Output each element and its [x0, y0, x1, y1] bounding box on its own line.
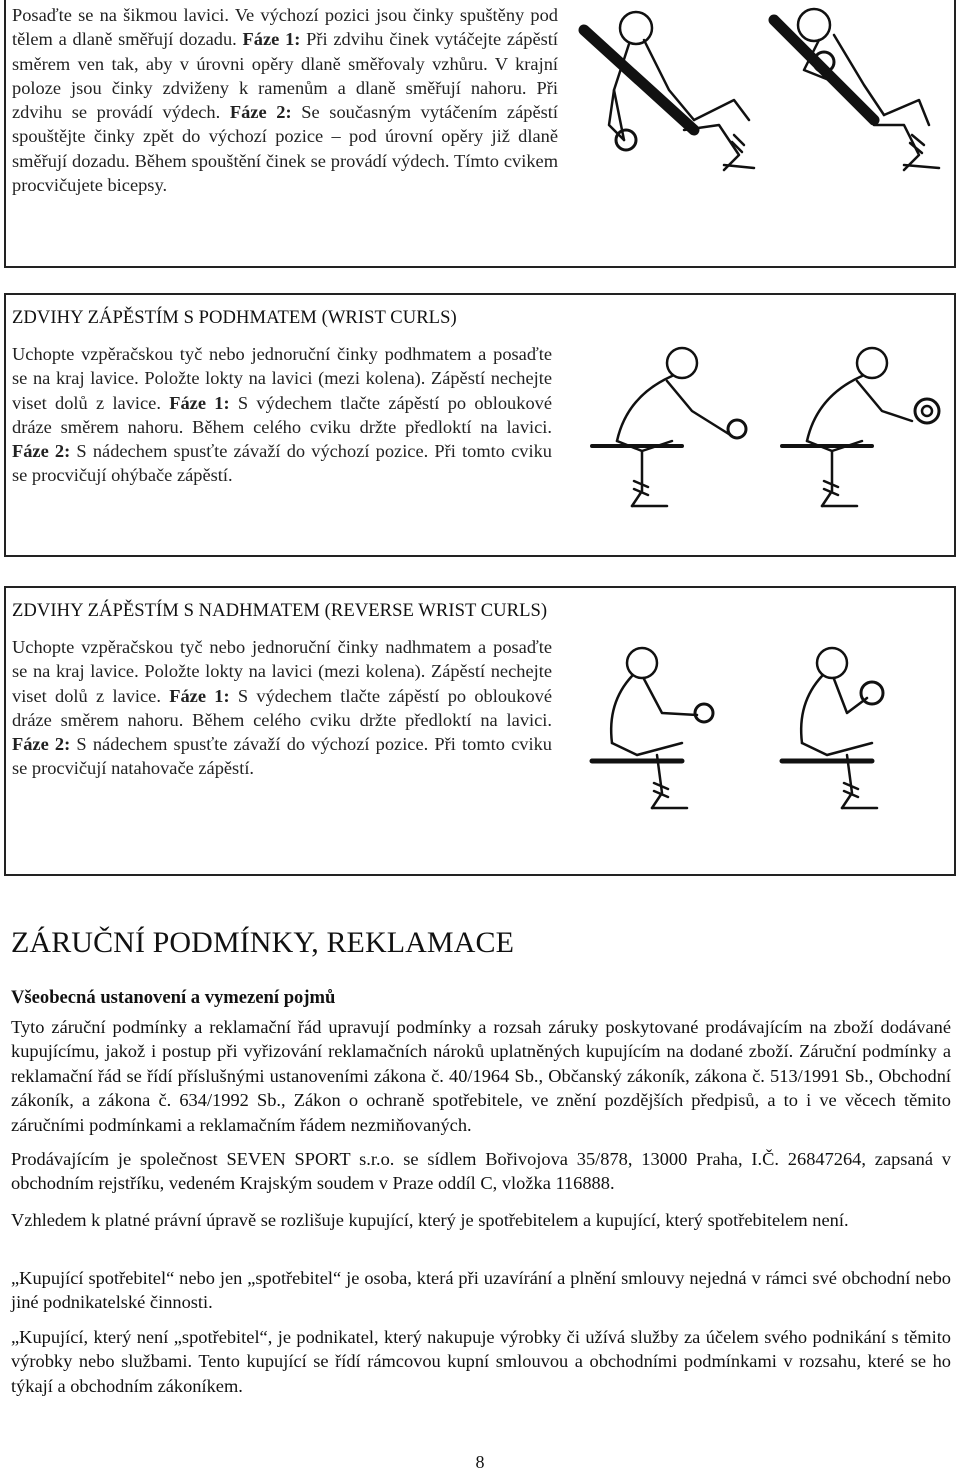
text-run: S výdechem tlačte zápěstí po obloukové dráze směrem nahoru. Během celého cviku držte předloktí na lavici.	[12, 392, 553, 437]
exercise-heading: ZDVIHY ZÁPĚSTÍM S PODHMATEM (WRIST CURLS)	[12, 307, 457, 328]
phase-label: Fáze 1:	[169, 392, 230, 413]
reverse-wrist-curls-illustration	[582, 643, 952, 813]
wrist-curls-illustration	[582, 341, 952, 511]
phase-label: Fáze 2:	[229, 102, 292, 123]
consumer-definition-paragraph: „Kupující spotřebitel“ nebo jen „spotřebitel“ je osoba, která při uzavírání a plnění smlouvy nejedná v rámci své obchodní nebo jiné podnikatelské činnosti.	[11, 1268, 951, 1313]
non-consumer-definition-paragraph: „Kupující, který není „spotřebitel“, je podnikatel, který nakupuje výrobky či užívá služby za účelem svého podnikání s těmito výrobky nebo službami. Tento kupující se řídí rámcovou kupní smlouvou a obchodními podmínkami v rozsahu, které se ho týkají a obchodním zákoníkem.	[11, 1327, 951, 1396]
text-run: Se současným vytáčením zápěstí spouštějte činky zpět do výchozí pozice – pod úrovní opěry již dlaně směřují dozadu. Během spouštění činek se provádí výdech. Tímto cvikem procvičujete bicepsy.	[12, 102, 558, 196]
exercise-box-reverse-wrist-curls	[4, 586, 956, 876]
text-run: Při zdvihu činek vytáčejte zápěstí směrem ven tak, aby v úrovni opěry dlaně směřovaly vzhůru. V krajní poloze jsou činky zdviženy k ramenům a dlaně směřují nahoru. Při zdvihu se provádí výdech.	[12, 29, 558, 123]
exercise-heading: ZDVIHY ZÁPĚSTÍM S NADHMATEM (REVERSE WRIST CURLS)	[12, 600, 548, 621]
exercise-box-incline-curl	[4, 0, 956, 268]
text-run: Uchopte vzpěračskou tyč nebo jednoruční činky nadhmatem a posaďte se na kraj lavice. Položte lokty na lavici (mezi kolena). Zápěstí nechejte viset dolů z lavice.	[12, 637, 552, 706]
phase-label: Fáze 1:	[169, 685, 230, 706]
seller-paragraph: Prodávajícím je společnost SEVEN SPORT s.r.o. se sídlem Bořivojova 35/878, 13000 Praha, I.Č. 26847264, zapsaná v obchodním rejstříku, vedeném Krajským soudem v Praze oddíl C, vložka 116888.	[11, 1149, 951, 1194]
exercise-box-wrist-curls	[4, 293, 956, 557]
phase-label: Fáze 1:	[242, 29, 301, 50]
exercise-description	[12, 635, 552, 781]
exercise-description	[12, 342, 552, 488]
warranty-title: ZÁRUČNÍ PODMÍNKY, REKLAMACE	[11, 926, 515, 959]
exercise-description	[12, 3, 558, 197]
phase-label: Fáze 2:	[12, 441, 71, 462]
warranty-paragraph: Tyto záruční podmínky a reklamační řád upravují podmínky a rozsah záruky poskytované prodávajícím na zboží dodávané kupujícímu, jakož i postup při vyřizování reklamačních nároků uplatněných kupujícím na dodané zboží. Záruční podmínky a reklamační řád se řídí příslušnými ustanoveními zákona č. 40/1964 Sb., Občanský zákoník, zákona č. 513/1991 Sb., Obchodní zákoník, a zákona č. 634/1992 Sb., Zákon o ochraně spotřebitele, ve znění pozdějších předpisů, a to i ve věcech těmito záručními podmínkami a reklamačním řádem nezmiňovaných.	[11, 1017, 951, 1135]
text-run: S výdechem tlačte zápěstí po obloukové dráze směrem nahoru. Během celého cviku držte předloktí na lavici.	[12, 685, 553, 730]
text-run: S nádechem spusťte závaží do výchozí pozice. Při tomto cviku se procvičují natahovače zápěstí.	[12, 734, 552, 779]
text-run: S nádechem spusťte závaží do výchozí pozice. Při tomto cviku se procvičují ohýbače zápěstí.	[12, 441, 552, 486]
phase-label: Fáze 2:	[12, 734, 71, 755]
page-number: 8	[475, 1452, 485, 1472]
text-run: Uchopte vzpěračskou tyč nebo jednoruční činky podhmatem a posaďte se na kraj lavice. Položte lokty na lavici (mezi kolena). Zápěstí nechejte viset dolů z lavice.	[12, 344, 552, 413]
text-run: Posaďte se na šikmou lavici. Ve výchozí pozici jsou činky spuštěny pod tělem a dlaně směřují dozadu.	[12, 5, 558, 50]
warranty-subtitle: Všeobecná ustanovení a vymezení pojmů	[11, 987, 336, 1008]
incline-curl-illustration	[574, 0, 958, 175]
buyer-types-paragraph: Vzhledem k platné právní úpravě se rozlišuje kupující, který je spotřebitelem a kupující, který spotřebitelem není.	[11, 1210, 849, 1230]
